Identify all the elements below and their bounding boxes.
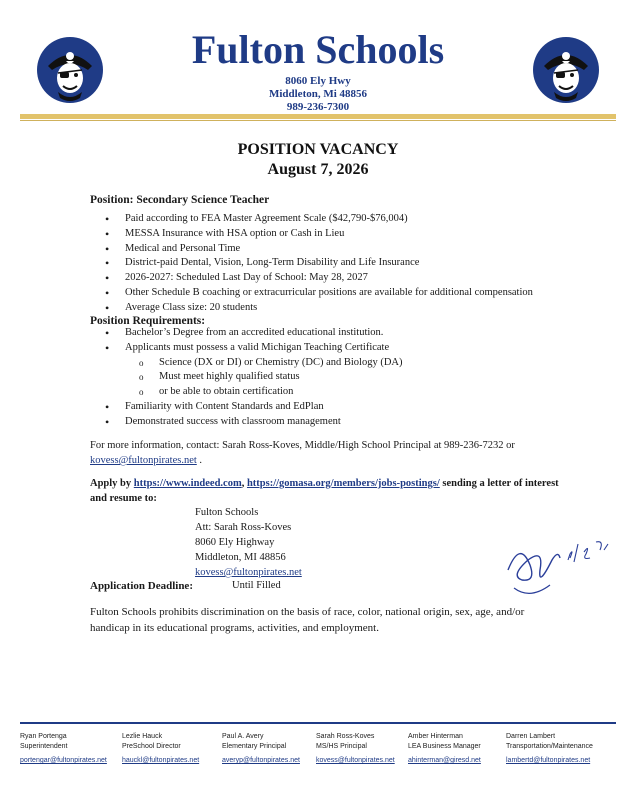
staff-name: Lezlie Hauck xyxy=(122,733,163,740)
list-item: • MESSA Insurance with HSA option or Cash in Lieu xyxy=(105,227,533,242)
contact-trail: . xyxy=(196,455,203,466)
sub-list-item: o Science (DX or DI) or Chemistry (DC) and Biology (DA) xyxy=(139,356,403,371)
list-item: • Bachelor’s Degree from an accredited educational institution. xyxy=(105,326,403,341)
sub-list-item: o Must meet highly qualified status xyxy=(139,370,403,385)
staff-card xyxy=(222,732,322,766)
list-item: • Medical and Personal Time xyxy=(105,242,533,257)
header-divider xyxy=(20,114,616,119)
apply-suffix: sending a letter of interest and resume to: xyxy=(90,478,559,504)
staff-card xyxy=(506,732,618,766)
staff-role: PreSchool Director xyxy=(122,742,181,750)
contact-text: For more information, contact: Sarah Ross-Koves, Middle/High School Principal at 989-236-7232 or xyxy=(90,440,515,451)
handwritten-signature xyxy=(500,530,620,600)
list-item: • 2026-2027: Scheduled Last Day of School: May 28, 2027 xyxy=(105,271,533,286)
staff-card xyxy=(122,732,222,766)
requirements-list xyxy=(105,326,403,430)
deadline-value: Until Filled xyxy=(232,580,281,591)
staff-role: Transportation/Maintenance xyxy=(506,742,593,750)
address-line-1: 8060 Ely Hwy xyxy=(285,75,351,87)
school-phone: 989-236-7300 xyxy=(286,101,350,113)
staff-name: Darren Lambert xyxy=(506,733,556,740)
staff-email-link[interactable]: lambertd@fultonpirates.net xyxy=(506,757,591,764)
apply-prefix: Apply by xyxy=(90,478,134,489)
list-item: • Average Class size: 20 students xyxy=(105,301,533,316)
staff-name: Paul A. Avery xyxy=(222,733,264,740)
mailing-address xyxy=(195,505,302,580)
staff-email-link[interactable]: kovess@fultonpirates.net xyxy=(316,757,395,764)
contact-paragraph xyxy=(90,438,560,468)
footer-divider xyxy=(20,722,616,724)
staff-name: Amber Hinterman xyxy=(408,733,463,740)
list-item: • Demonstrated success with classroom management xyxy=(105,415,403,430)
list-item: • District-paid Dental, Vision, Long-Term Disability and Life Insurance xyxy=(105,256,533,271)
staff-card xyxy=(20,732,120,766)
indeed-link[interactable]: https://www.indeed.com xyxy=(133,478,242,489)
staff-email-link[interactable]: ahinterman@giresd.net xyxy=(408,757,481,764)
apply-separator: , xyxy=(241,478,247,489)
mailing-line-3: 8060 Ely Highway xyxy=(195,537,275,548)
address-line-2: Middleton, Mi 48856 xyxy=(268,88,368,100)
list-item: • Applicants must possess a valid Michigan Teaching Certificate xyxy=(105,341,403,356)
mailing-line-2: Att: Sarah Ross-Koves xyxy=(195,522,292,533)
staff-email-link[interactable]: portengar@fultonpirates.net xyxy=(20,757,107,764)
benefits-list xyxy=(105,212,533,316)
staff-role: MS/HS Principal xyxy=(316,742,367,750)
staff-email-link[interactable]: hauckl@fultonpirates.net xyxy=(122,757,200,764)
staff-card xyxy=(408,732,508,766)
nondiscrimination-notice: Fulton Schools prohibits discrimination on the basis of race, color, national origin, sex, age, and/or handicap in its educational programs, activities, and employment. xyxy=(90,606,525,634)
mailing-email-link[interactable]: kovess@fultonpirates.net xyxy=(195,567,302,578)
staff-role: Superintendent xyxy=(20,742,68,750)
sub-list-container xyxy=(105,356,403,400)
staff-name: Ryan Portenga xyxy=(20,733,67,740)
gomasa-link[interactable]: https://gomasa.org/members/jobs-postings/ xyxy=(246,478,440,489)
staff-card xyxy=(316,732,416,766)
list-item: • Other Schedule B coaching or extracurricular positions are available for additional compensation xyxy=(105,286,533,301)
apply-paragraph xyxy=(90,476,570,506)
school-name: Fulton Schools xyxy=(191,27,445,72)
staff-role: Elementary Principal xyxy=(222,742,287,750)
position-heading: Position: Secondary Science Teacher xyxy=(90,194,270,206)
vacancy-date: August 7, 2026 xyxy=(267,161,369,178)
contact-email-link[interactable]: kovess@fultonpirates.net xyxy=(90,455,197,466)
mailing-line-1: Fulton Schools xyxy=(195,507,259,518)
list-item: • Familiarity with Content Standards and EdPlan xyxy=(105,400,403,415)
sub-list-item: o or be able to obtain certification xyxy=(139,385,403,400)
certification-sub-list xyxy=(105,356,403,400)
staff-email-link[interactable]: averyp@fultonpirates.net xyxy=(222,757,300,764)
list-item: • Paid according to FEA Master Agreement Scale ($42,790-$76,004) xyxy=(105,212,533,227)
page-title: POSITION VACANCY xyxy=(237,141,399,158)
deadline-label: Application Deadline: xyxy=(90,580,193,592)
staff-name: Sarah Ross-Koves xyxy=(316,733,375,740)
mailing-line-4: Middleton, MI 48856 xyxy=(195,552,286,563)
header-divider-thin xyxy=(20,120,616,121)
staff-role: LEA Business Manager xyxy=(408,742,481,750)
requirements-heading: Position Requirements: xyxy=(90,315,206,327)
